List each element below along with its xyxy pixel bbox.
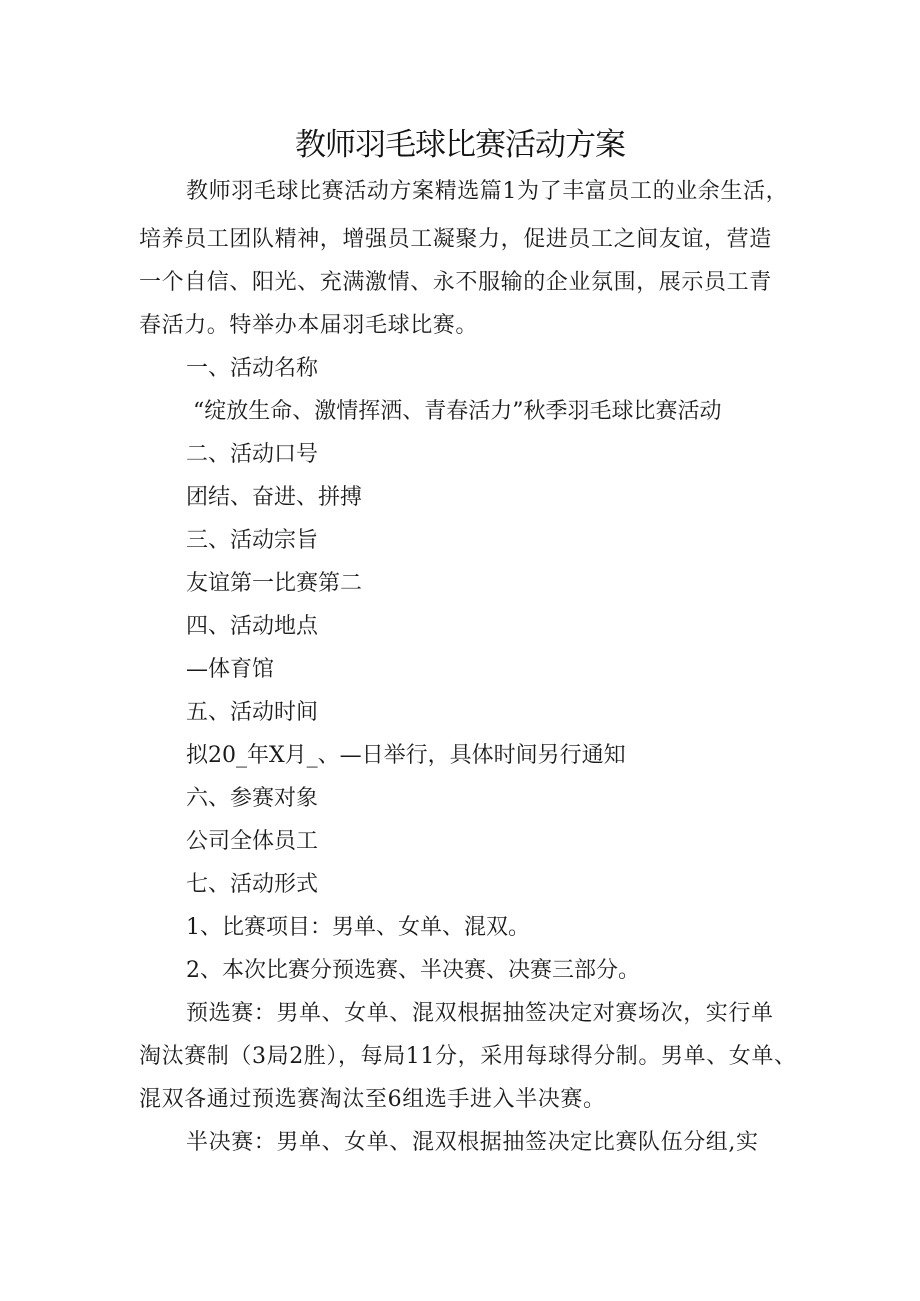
- section-text-participants: 公司全体员工: [186, 829, 319, 854]
- section-heading-time: 五、活动时间: [186, 700, 319, 725]
- intro-line-1: 教师羽毛球比赛活动方案精选篇1为了丰富员工的业余生活，: [186, 179, 789, 204]
- section-text-name: “绽放生命、激情挥洒、青春活力”秋季羽毛球比赛活动: [193, 399, 722, 424]
- section-text-time: 拟20_年X月_、—日举行，具体时间另行通知: [186, 743, 626, 768]
- section-heading-location: 四、活动地点: [186, 614, 319, 639]
- intro-line-4: 春活力。特举办本届羽毛球比赛。: [139, 313, 479, 338]
- format-item-2: 2、本次比赛分预选赛、半决赛、决赛三部分。: [186, 958, 640, 983]
- section-heading-slogan: 二、活动口号: [186, 442, 319, 467]
- intro-line-2: 培养员工团队精神，增强员工凝聚力，促进员工之间友谊，营造: [139, 227, 772, 252]
- prelim-line-1: 预选赛：男单、女单、混双根据抽签决定对赛场次，实行单: [186, 1001, 774, 1026]
- section-heading-format: 七、活动形式: [186, 872, 319, 897]
- section-text-location: —体育馆: [186, 657, 275, 682]
- prelim-line-2: 淘汰赛制（3局2胜），每局11分，采用每球得分制。男单、女单、: [139, 1044, 797, 1069]
- intro-line-3: 一个自信、阳光、充满激情、永不服输的企业氛围，展示员工青: [139, 270, 772, 295]
- section-heading-purpose: 三、活动宗旨: [186, 528, 319, 553]
- section-heading-participants: 六、参赛对象: [186, 786, 319, 811]
- semi-line-1: 半决赛：男单、女单、混双根据抽签决定比赛队伍分组,实: [186, 1130, 759, 1155]
- format-item-1: 1、比赛项目：男单、女单、混双。: [186, 915, 530, 940]
- prelim-line-3: 混双各通过预选赛淘汰至6组选手进入半决赛。: [139, 1087, 606, 1112]
- section-text-purpose: 友谊第一比赛第二: [186, 571, 363, 596]
- document-title: 教师羽毛球比赛活动方案: [295, 127, 625, 163]
- section-text-slogan: 团结、奋进、拼搏: [186, 485, 363, 510]
- section-heading-name: 一、活动名称: [186, 356, 319, 381]
